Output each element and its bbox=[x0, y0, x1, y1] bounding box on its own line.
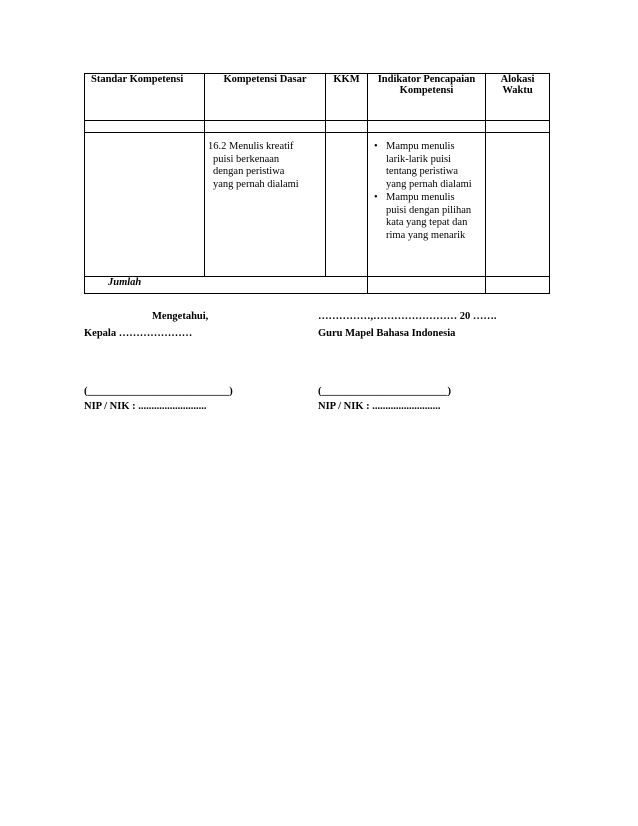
indikator-line: yang pernah dialami bbox=[386, 178, 472, 190]
kepala-signature-line: (___________________________) bbox=[84, 386, 233, 397]
indikator-line: Mampu menulis bbox=[386, 192, 455, 203]
jumlah-label: Jumlah bbox=[85, 277, 368, 294]
kd-first-line: 16.2 Menulis kreatif bbox=[208, 141, 294, 152]
indikator-item bbox=[372, 192, 481, 242]
indikator-line: puisi dengan pilihan bbox=[386, 204, 472, 216]
guru-signature-line: (________________________) bbox=[318, 386, 451, 397]
indikator-line: Mampu menulis bbox=[386, 141, 455, 152]
rpp-table bbox=[84, 73, 550, 294]
bullet-icon: • bbox=[374, 141, 378, 152]
cell-kompetensi-dasar bbox=[205, 133, 326, 277]
mengetahui-label: Mengetahui, bbox=[152, 311, 209, 322]
kepala-nip: NIP / NIK : .......................... bbox=[84, 401, 207, 412]
cell-alokasi-waktu bbox=[486, 133, 550, 277]
header-kkm: KKM bbox=[326, 74, 368, 121]
cell-indikator bbox=[368, 133, 486, 277]
header-kompetensi-dasar: Kompetensi Dasar bbox=[205, 74, 326, 121]
header-indikator-line2: Kompetensi bbox=[399, 85, 454, 96]
kd-line: dengan peristiwa bbox=[213, 166, 285, 177]
table-jumlah-row bbox=[85, 277, 550, 294]
indikator-list bbox=[372, 141, 481, 242]
table-blank-row bbox=[85, 121, 550, 133]
cell-standar-kompetensi bbox=[85, 133, 205, 277]
cell-kkm bbox=[326, 133, 368, 277]
kd-line: puisi berkenaan bbox=[213, 153, 280, 165]
header-standar-kompetensi: Standar Kompetensi bbox=[85, 74, 205, 121]
header-alokasi-line1: Alokasi bbox=[500, 74, 535, 85]
indikator-line: larik-larik puisi bbox=[386, 153, 452, 165]
date-line: ……………,…………………… 20 ……. bbox=[318, 311, 497, 322]
indikator-line: rima yang menarik bbox=[386, 229, 466, 241]
table-content-row bbox=[85, 133, 550, 277]
header-indikator-line1: Indikator Pencapaian bbox=[377, 74, 476, 85]
indikator-item bbox=[372, 141, 481, 191]
table-header-row bbox=[85, 74, 550, 121]
indikator-line: tentang peristiwa bbox=[386, 166, 459, 177]
kepala-label: Kepala ………………… bbox=[84, 328, 193, 339]
guru-mapel-label: Guru Mapel Bahasa Indonesia bbox=[318, 328, 456, 339]
header-indikator bbox=[368, 74, 486, 121]
header-alokasi bbox=[486, 74, 550, 121]
guru-nip: NIP / NIK : .......................... bbox=[318, 401, 441, 412]
indikator-line: kata yang tepat dan bbox=[386, 217, 468, 228]
header-alokasi-line2: Waktu bbox=[502, 85, 533, 96]
bullet-icon: • bbox=[374, 192, 378, 203]
kd-line: yang pernah dialami bbox=[213, 178, 299, 190]
